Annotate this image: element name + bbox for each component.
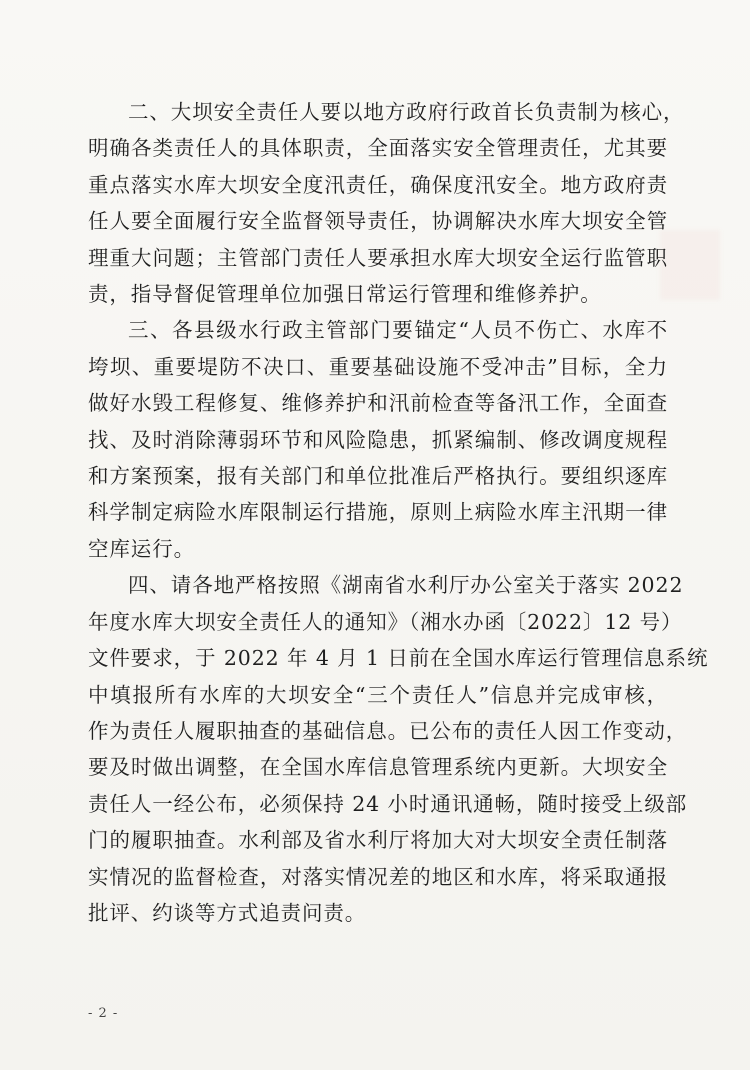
text-line: 门的履职抽查。水利部及省水利厅将加大对大坝安全责任制落 [88,828,668,853]
text-line: 年度水库大坝安全责任人的通知》（湘水办函〔2022〕12 号） [88,609,683,634]
text-line: 垮坝、重要堤防不决口、重要基础设施不受冲击”目标，全力 [88,354,668,379]
ink-bleed-mark [660,230,720,300]
text-line: 要及时做出调整，在全国水库信息管理系统内更新。大坝安全 [88,755,668,780]
text-line: 中填报所有水库的大坝安全“三个责任人”信息并完成审核， [88,682,668,707]
text-line: 空库运行。 [88,536,195,561]
paragraph-section-4 [88,567,709,931]
page-number: - 2 - [88,1006,119,1021]
text-line: 文件要求，于 2022 年 4 月 1 日前在全国水库运行管理信息系统 [88,646,709,671]
text-line: 重点落实水库大坝安全度汛责任，确保度汛安全。地方政府责 [88,172,668,197]
text-line: 实情况的监督检查，对落实情况差的地区和水库，将采取通报 [88,864,668,889]
text-line: 二、大坝安全责任人要以地方政府行政首长负责制为核心， [128,100,685,124]
text-line: 责任人一经公布，必须保持 24 小时通讯通畅，随时接受上级部 [88,791,688,816]
text-line: 理重大问题；主管部门责任人要承担水库大坝安全运行监管职 [88,245,668,270]
document-body [88,94,709,931]
text-line: 批评、约谈等方式追责问责。 [88,900,367,925]
text-line: 科学制定病险水库限制运行措施，原则上病险水库主汛期一律 [88,500,668,525]
text-line: 作为责任人履职抽查的基础信息。已公布的责任人因工作变动， [88,718,688,743]
text-line: 和方案预案，报有关部门和单位批准后严格执行。要组织逐库 [88,464,668,489]
paragraph-section-2 [88,94,685,312]
text-line: 明确各类责任人的具体职责，全面落实安全管理责任，尤其要 [88,136,668,161]
text-line: 三、各县级水行政主管部门要锚定“人员不伤亡、水库不 [128,318,668,343]
text-line: 做好水毁工程修复、维修养护和汛前检查等备汛工作，全面查 [88,391,668,416]
text-line: 找、及时消除薄弱环节和风险隐患，抓紧编制、修改调度规程 [88,427,668,452]
text-line: 任人要全面履行安全监督领导责任，协调解决水库大坝安全管 [88,209,668,234]
text-line: 责，指导督促管理单位加强日常运行管理和维修养护。 [88,282,602,307]
text-line: 四、请各地严格按照《湖南省水利厅办公室关于落实 2022 [128,573,684,598]
paragraph-section-3 [88,312,668,567]
